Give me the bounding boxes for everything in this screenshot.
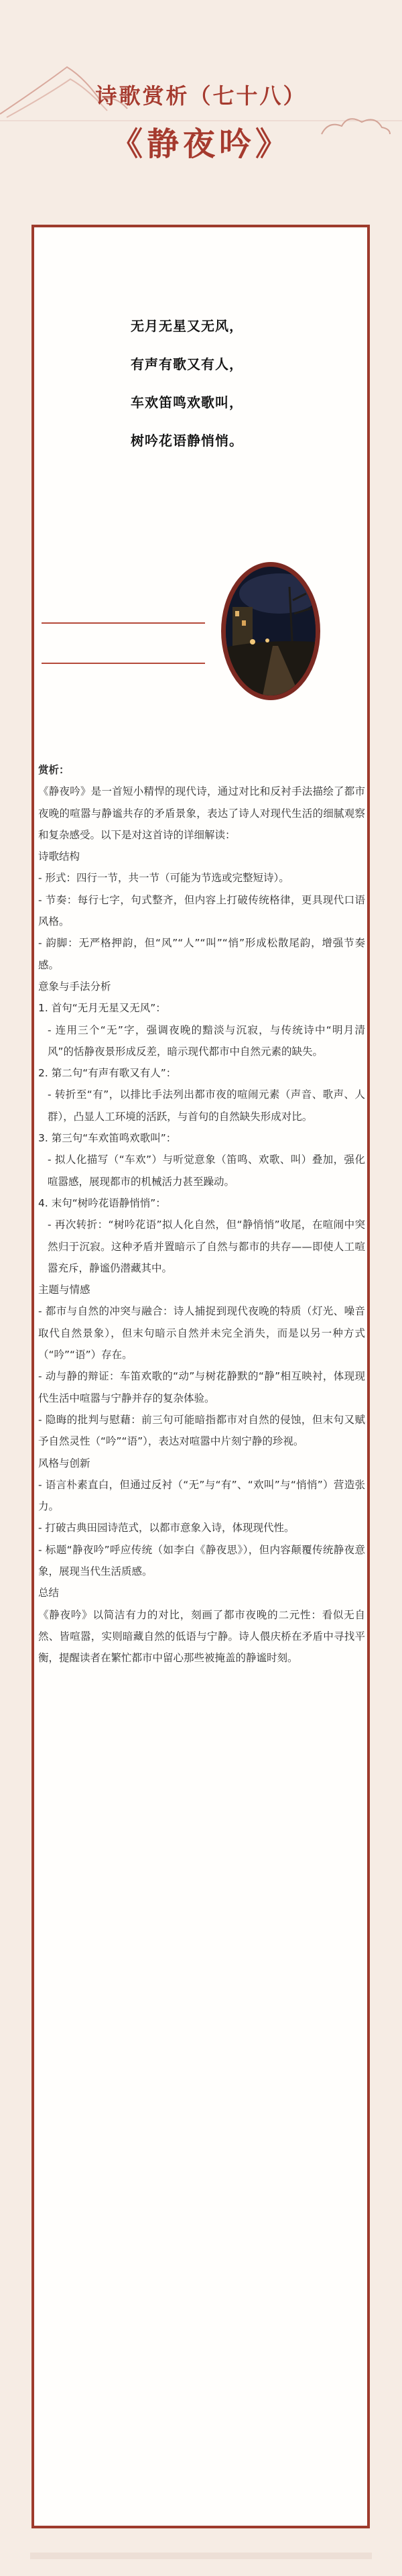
paragraph: 4. 末句“树吟花语静悄悄”： [38,1196,166,1209]
footer-strip [30,2553,372,2559]
poem-line: 车欢笛鸣欢歌叫， [131,394,243,410]
night-scene-illustration [226,567,316,695]
paragraph: - 形式：四行一节，共一节（可能为节选或完整短诗）。 [38,872,289,885]
paragraph: 3. 第三句“车欢笛鸣欢歌叫”： [38,1132,177,1145]
section-heading: 赏析： [38,764,70,776]
divider-line [42,622,205,624]
poem-line: 有声有歌又有人， [131,356,243,372]
divider-line [42,663,205,664]
paragraph: - 节奏：每行七字，句式整齐，但内容上打破传统格律，更具现代口语风格。 [38,893,365,928]
paragraph: - 打破古典田园诗范式，以都市意象入诗，体现现代性。 [38,1522,295,1534]
paragraph: 1. 首句“无月无星又无风”： [38,1002,166,1015]
paragraph: - 都市与自然的冲突与融合：诗人捕捉到现代夜晚的特质（灯光、噪音取代自然景象），但末句暗示自然并未完全消失，而是以另一种方式（“吟”“语”）存在。 [38,1305,365,1361]
paragraph: - 隐晦的批判与慰藉：前三句可能暗指都市对自然的侵蚀，但末句又赋予自然灵性（“吟”“语”），表达对喧嚣中片刻宁静的珍视。 [38,1413,365,1448]
poem-line: 树吟花语静悄悄。 [131,433,243,449]
paragraph: 2. 第二句“有声有歌又有人”： [38,1067,177,1080]
paragraph: - 标题“静夜吟”呼应传统（如李白《静夜思》），但内容颠覆传统静夜意象，展现当代生活质感。 [38,1543,365,1577]
paragraph: - 转折至“有”，以排比手法列出都市夜的喧闹元素（声音、歌声、人群），凸显人工环境的活跃，与首句的自然缺失形成对比。 [48,1088,365,1123]
paragraph: - 连用三个“无”字，强调夜晚的黯淡与沉寂，与传统诗中“明月清风”的恬静夜景形成反差，暗示现代都市中自然元素的缺失。 [48,1023,365,1058]
paragraph: 《静夜吟》是一首短小精悍的现代诗，通过对比和反衬手法描绘了都市夜晚的喧嚣与静谧共存的矛盾景象，表达了诗人对现代生活的细腻观察和复杂感受。以下是对这首诗的详细解读： [38,785,365,841]
section-heading: 诗歌结构 [38,850,80,863]
paragraph: - 韵脚：无严格押韵，但“风”“人”“叫”“悄”形成松散尾韵，增强节奏感。 [38,937,365,971]
page-title: 诗歌赏析（七十八） [95,83,307,109]
night-street-photo [221,562,320,700]
poem-title: 《静夜吟》 [110,125,291,163]
paragraph: - 动与静的辩证：车笛欢歌的“动”与树花静默的“静”相互映衬，体现现代生活中喧嚣与宁静并存的复杂体验。 [38,1370,365,1404]
paragraph: - 语言朴素直白，但通过反衬（“无”与“有”、“欢叫”与“悄悄”）营造张力。 [38,1478,365,1513]
paragraph: 《静夜吟》以简洁有力的对比，刻画了都市夜晚的二元性：看似无自然、皆喧嚣，实则暗藏自然的低语与宁静。诗人偎庆桥在矛盾中寻找平衡，提醒读者在繁忙都市中留心那些被掩盖的静谧时刻。 [38,1608,365,1665]
page-header [0,0,402,194]
section-heading: 意象与手法分析 [38,980,111,993]
section-heading: 总结 [38,1587,60,1600]
poem-line: 无月无星又无风， [131,318,243,334]
section-heading: 主题与情感 [38,1284,90,1296]
section-heading: 风格与创新 [38,1457,90,1469]
analysis-article [38,759,365,1669]
paragraph: - 再次转折：“树吟花语”拟人化自然，但“静悄悄”收尾，在喧闹中突然归于沉寂。这种矛盾并置暗示了自然与都市的共存——即使人工喧嚣充斥，静谧仍潜藏其中。 [48,1219,365,1274]
paragraph: - 拟人化描写（“车欢”）与听觉意象（笛鸣、欢歌、叫）叠加，强化喧嚣感，展现都市的机械活力甚至躁动。 [48,1154,365,1188]
poem-text [131,307,345,460]
